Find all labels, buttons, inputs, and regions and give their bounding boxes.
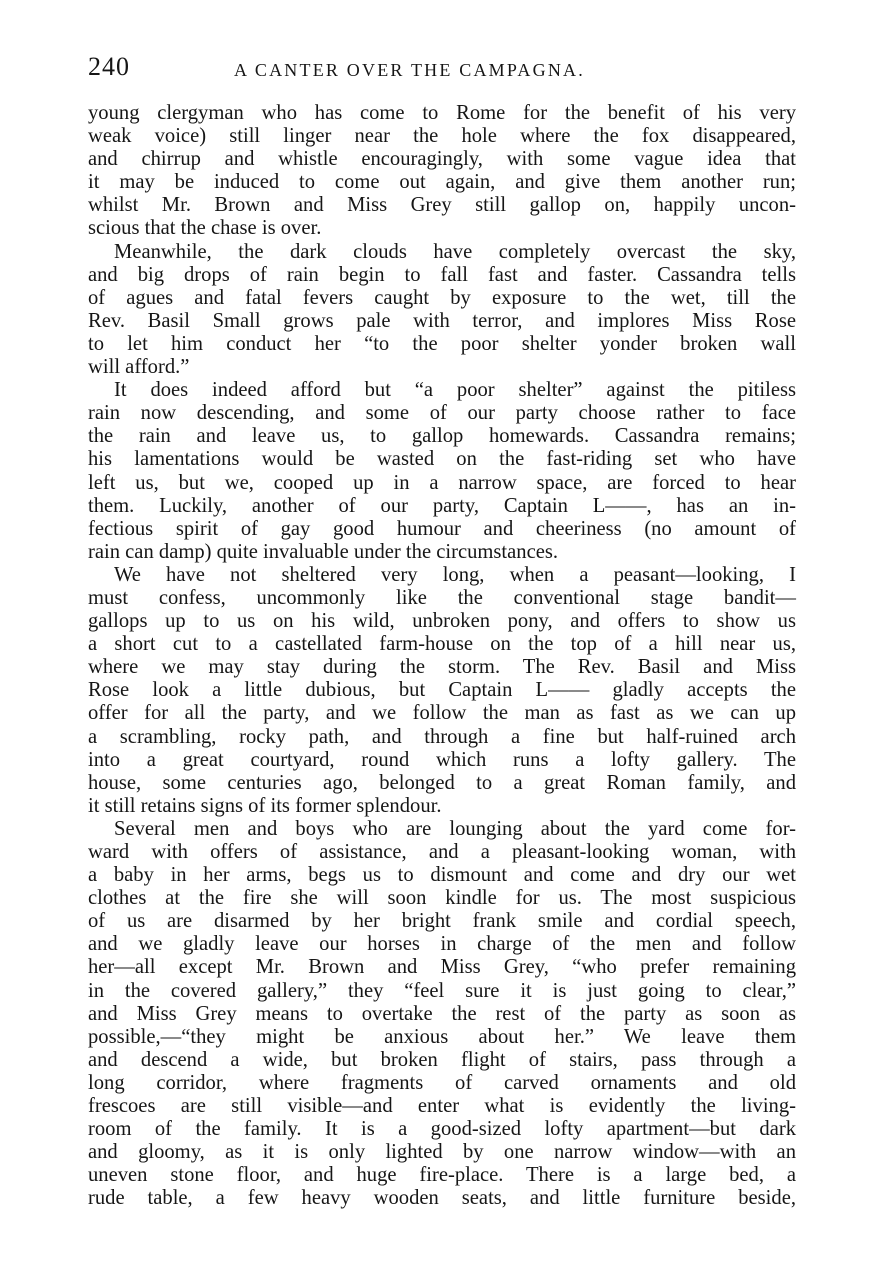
text-line: fectious spirit of gay good humour and cheeriness (no amount of: [88, 517, 796, 540]
text-line: frescoes are still visible—and enter what is evidently the living-: [88, 1095, 796, 1118]
text-line: and gloomy, as it is only lighted by one narrow window—with an: [88, 1141, 796, 1164]
text-line: gallops up to us on his wild, unbroken pony, and offers to show us: [88, 610, 796, 633]
text-line: left us, but we, cooped up in a narrow space, are forced to hear: [88, 471, 796, 494]
text-line: weak voice) still linger near the hole where the fox disappeared,: [88, 125, 796, 148]
text-line: Rev. Basil Small grows pale with terror, and implores Miss Rose: [88, 309, 796, 332]
text-line: Several men and boys who are lounging about the yard come for-: [114, 817, 796, 840]
text-line: it still retains signs of its former splendour.: [88, 794, 442, 817]
running-title: A CANTER OVER THE CAMPAGNA.: [234, 60, 585, 80]
text-line: rude table, a few heavy wooden seats, and little furniture beside,: [88, 1187, 796, 1210]
text-line: of us are disarmed by her bright frank smile and cordial speech,: [88, 910, 796, 933]
text-line: into a great courtyard, round which runs a lofty gallery. The: [88, 748, 796, 771]
text-line: a scrambling, rocky path, and through a fine but half-ruined arch: [88, 725, 796, 748]
text-line: possible,—“they might be anxious about her.” We leave them: [88, 1025, 796, 1048]
text-line: whilst Mr. Brown and Miss Grey still gallop on, happily uncon-: [88, 194, 796, 217]
text-line: and chirrup and whistle encouragingly, with some vague idea that: [88, 148, 796, 171]
text-line: It does indeed afford but “a poor shelter” against the pitiless: [114, 379, 796, 402]
paragraph-peasant-guide: [88, 564, 796, 818]
page-number: 240: [88, 52, 130, 81]
text-line: in the covered gallery,” they “feel sure it is just going to clear,”: [88, 979, 796, 1002]
text-line: rain now descending, and some of our party choose rather to face: [88, 402, 796, 425]
text-line: must confess, uncommonly like the conventional stage bandit—: [88, 586, 796, 609]
text-line: rain can damp) quite invaluable under the circumstances.: [88, 540, 559, 563]
paragraph-fox-chase: [88, 102, 796, 241]
text-line: to let him conduct her “to the poor shelter yonder broken wall: [88, 332, 796, 355]
text-line: room of the family. It is a good-sized lofty apartment—but dark: [88, 1118, 796, 1141]
text-line: scious that the chase is over.: [88, 217, 322, 240]
text-line: Rose look a little dubious, but Captain L—— gladly accepts the: [88, 679, 796, 702]
text-line: a short cut to a castellated farm-house on the top of a hill near us,: [88, 633, 796, 656]
text-line: it may be induced to come out again, and give them another run;: [88, 171, 796, 194]
text-line: Meanwhile, the dark clouds have completely overcast the sky,: [114, 240, 796, 263]
text-line: the rain and leave us, to gallop homewards. Cassandra remains;: [88, 425, 796, 448]
paragraph-rain-begins: [88, 241, 796, 380]
text-line: will afford.”: [88, 356, 190, 379]
text-line: and we gladly leave our horses in charge of the men and follow: [88, 933, 796, 956]
text-line: We have not sheltered very long, when a peasant—looking, I: [114, 563, 796, 586]
text-line: offer for all the party, and we follow the man as fast as we can up: [88, 702, 796, 725]
text-line: ward with offers of assistance, and a pleasant-looking woman, with: [88, 841, 796, 863]
text-line: his lamentations would be wasted on the fast-riding set who have: [88, 448, 796, 471]
paragraph-poor-shelter: [88, 379, 796, 564]
running-head: [88, 52, 796, 86]
text-line: her—all except Mr. Brown and Miss Grey, “who prefer remaining: [88, 956, 796, 979]
text-line: young clergyman who has come to Rome for the benefit of his very: [88, 102, 796, 124]
text-line: clothes at the fire she will soon kindle for us. The most suspicious: [88, 887, 796, 910]
body-text: [88, 102, 796, 1211]
paragraph-farmhouse: [88, 818, 796, 1211]
text-line: of agues and fatal fevers caught by exposure to the wet, till the: [88, 286, 796, 309]
text-line: a baby in her arms, begs us to dismount and come and dry our wet: [88, 864, 796, 887]
text-line: and Miss Grey means to overtake the rest of the party as soon as: [88, 1002, 796, 1025]
text-line: house, some centuries ago, belonged to a great Roman family, and: [88, 771, 796, 794]
text-line: uneven stone floor, and huge fire-place. There is a large bed, a: [88, 1164, 796, 1187]
text-line: and big drops of rain begin to fall fast and faster. Cassandra tells: [88, 263, 796, 286]
text-line: where we may stay during the storm. The Rev. Basil and Miss: [88, 656, 796, 679]
text-line: them. Luckily, another of our party, Captain L——, has an in-: [88, 494, 796, 517]
text-line: long corridor, where fragments of carved ornaments and old: [88, 1071, 796, 1094]
text-line: and descend a wide, but broken flight of stairs, pass through a: [88, 1048, 796, 1071]
